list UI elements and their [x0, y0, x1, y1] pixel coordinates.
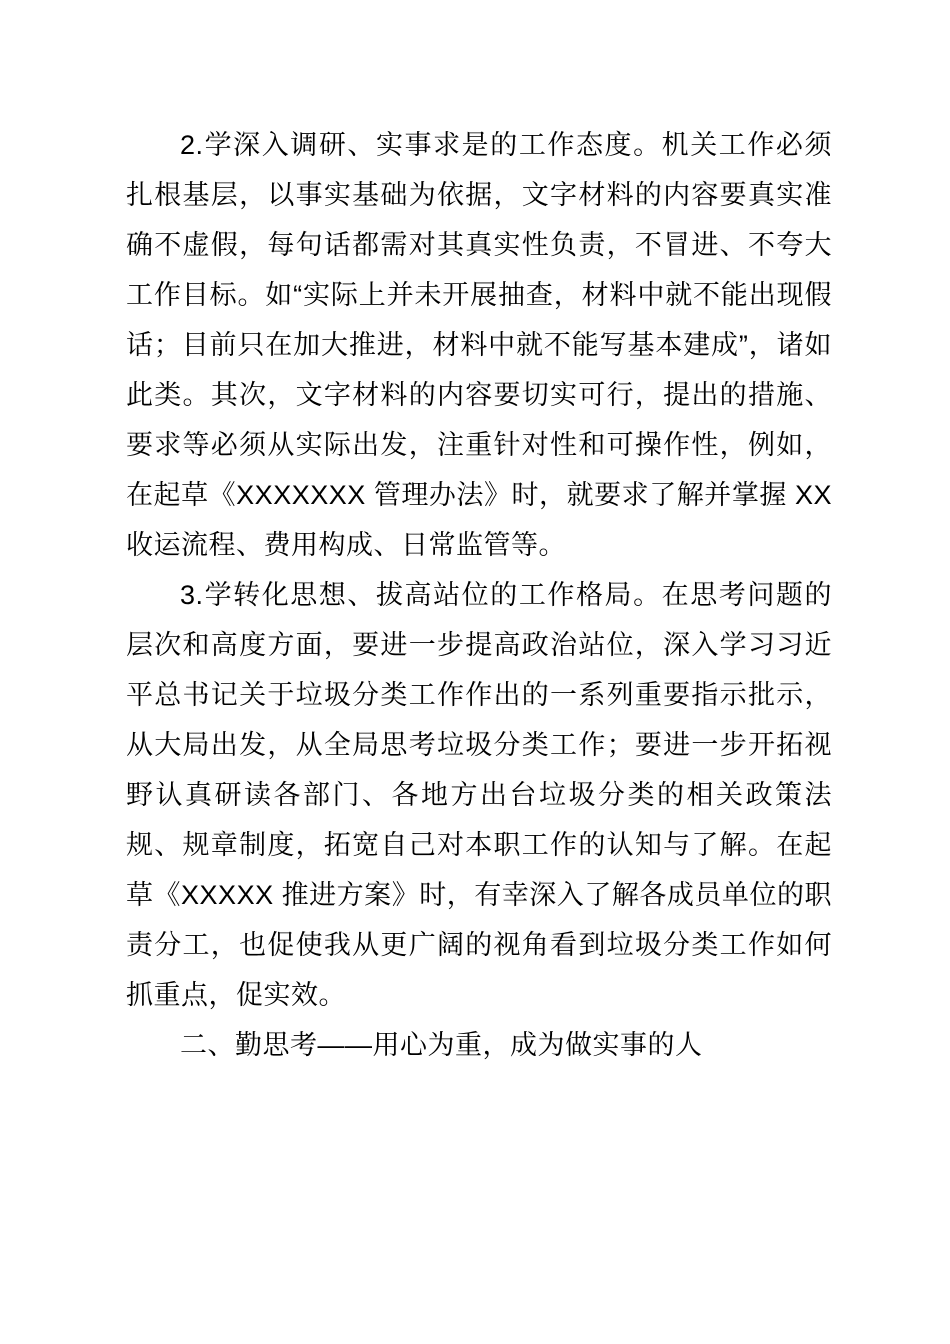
paragraph-transform-thinking: 3.学转化思想、拔高站位的工作格局。在思考问题的层次和高度方面，要进一步提高政治站位，深入学习习近平总书记关于垃圾分类工作作出的一系列重要指示批示，从大局出发，从全局思考垃圾分类工作；要进一步开拓视野认真研读各部门、各地方出台垃圾分类的相关政策法规、规章制度，拓宽自己对本职工作的认知与了解。在起草《XXXXX 推进方案》时，有幸深入了解各成员单位的职责分工，也促使我从更广阔的视角看到垃圾分类工作如何抓重点，促实效。 [126, 580, 832, 1010]
section-heading-diligent-thinking: 二、勤思考——用心为重，成为做实事的人 [180, 1030, 703, 1060]
document-body [126, 120, 832, 1070]
paragraph-learn-research-attitude: 2.学深入调研、实事求是的工作态度。机关工作必须扎根基层，以事实基础为依据，文字材料的内容要真实准确不虚假，每句话都需对其真实性负责，不冒进、不夸大工作目标。如“实际上并未开展抽查，材料中就不能出现假话；目前只在加大推进，材料中就不能写基本建成”，诸如此类。其次，文字材料的内容要切实可行，提出的措施、要求等必须从实际出发，注重针对性和可操作性，例如，在起草《XXXXXXX 管理办法》时，就要求了解并掌握 XX 收运流程、费用构成、日常监管等。 [126, 130, 832, 560]
